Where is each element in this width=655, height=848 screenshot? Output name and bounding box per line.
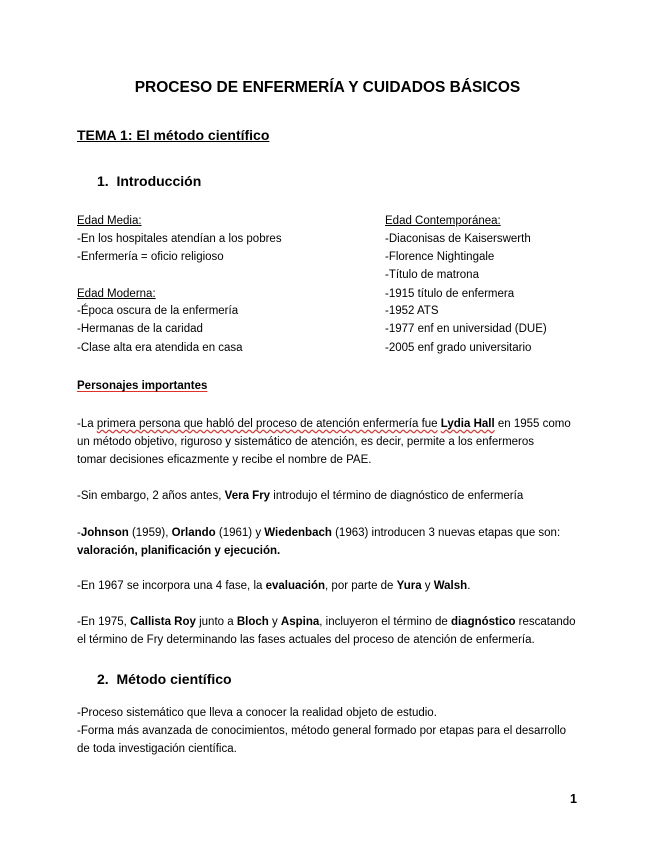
text-run: -Sin embargo, 2 años antes, — [77, 490, 225, 502]
text-line: -Proceso sistemático que lleva a conocer la realidad objeto de estudio. — [77, 707, 437, 719]
text-run: Johnson — [80, 527, 129, 539]
edad-contemporanea-item: -1915 título de enfermera — [385, 288, 515, 300]
section-2-number: 2. — [97, 671, 109, 687]
text-line: valoración, planificación y ejecución. — [77, 545, 281, 557]
paragraph-1967 — [77, 577, 587, 595]
text-line: un método objetivo, riguroso y sistemático de atención, es decir, permite a los enfermeros — [77, 436, 535, 448]
section-1-label: Introducción — [116, 173, 202, 189]
section-1-heading — [97, 173, 201, 189]
text-run: Callista Roy — [130, 616, 196, 628]
section-2-body — [77, 704, 587, 758]
edad-contemporanea-item: -1977 enf en universidad (DUE) — [385, 323, 547, 335]
edad-contemporanea-item: -Florence Nightingale — [385, 251, 495, 263]
text-run: junto a — [195, 616, 237, 628]
text-run: . — [467, 580, 471, 592]
edad-contemporanea-item: -2005 enf grado universitario — [385, 342, 532, 354]
edad-media-item: -En los hospitales atendían a los pobres — [77, 233, 282, 245]
edad-contemporanea-item: -Diaconisas de Kaiserswerth — [385, 233, 531, 245]
text-run: -En 1975, — [77, 616, 131, 628]
paragraph-johnson-orlando — [77, 524, 587, 560]
edad-contemporanea-item: -Título de matrona — [385, 269, 479, 281]
section-2-label: Método científico — [116, 671, 232, 687]
edad-moderna-item: -Época oscura de la enfermería — [77, 305, 239, 317]
paragraph-vera-fry — [77, 487, 587, 505]
edad-media-heading: Edad Media: — [77, 215, 142, 227]
text-run: Yura — [396, 580, 422, 592]
text-run: Wiedenbach — [264, 527, 332, 539]
text-run: en 1955 como — [494, 418, 571, 430]
text-run: (1959), — [128, 527, 172, 539]
edad-moderna-heading: Edad Moderna: — [77, 288, 156, 300]
text-run: - — [77, 527, 81, 539]
text-run: Lydia Hall — [440, 418, 495, 430]
text-run: diagnóstico — [450, 616, 516, 628]
edad-moderna-item: -Hermanas de la caridad — [77, 323, 203, 335]
tema-heading: TEMA 1: El método científico — [77, 127, 270, 143]
text-line: de toda investigación científica. — [77, 743, 237, 755]
page-number: 1 — [570, 792, 577, 806]
text-run: Walsh — [433, 580, 468, 592]
text-run: Aspina — [280, 616, 320, 628]
text-run: y — [421, 580, 434, 592]
text-run: y — [268, 616, 281, 628]
text-run: (1963) introducen 3 nuevas etapas que son: — [331, 527, 561, 539]
text-line: el término de Fry determinando las fases actuales del proceso de atención de enfermería. — [77, 634, 535, 646]
text-run: -En 1967 se incorpora una 4 fase, la — [77, 580, 266, 592]
section-1-number: 1. — [97, 173, 109, 189]
section-2-heading — [97, 671, 232, 687]
text-line: tomar decisiones eficazmente y recibe el nombre de PAE. — [77, 454, 372, 466]
text-run: introdujo el término de diagnóstico de enfermería — [270, 490, 524, 502]
text-run: Bloch — [236, 616, 269, 628]
text-run: , por parte de — [325, 580, 397, 592]
text-run: , incluyeron el término de — [319, 616, 451, 628]
edad-moderna-item: -Clase alta era atendida en casa — [77, 342, 243, 354]
personajes-heading: Personajes importantes — [77, 380, 208, 392]
paragraph-lydia-hall — [77, 415, 587, 469]
edad-media-item: -Enfermería = oficio religioso — [77, 251, 224, 263]
text-run: rescatando — [515, 616, 576, 628]
edad-contemporanea-item: -1952 ATS — [385, 305, 439, 317]
text-run: -La — [77, 418, 97, 430]
edad-contemporanea-heading: Edad Contemporánea: — [385, 215, 501, 227]
text-run: Vera Fry — [224, 490, 271, 502]
text-run: primera persona que habló del proceso de atención enfermería fue — [96, 418, 438, 430]
document-title: PROCESO DE ENFERMERÍA Y CUIDADOS BÁSICOS — [134, 79, 521, 96]
paragraph-1975 — [77, 613, 587, 649]
text-run: Orlando — [171, 527, 216, 539]
text-line: -Forma más avanzada de conocimientos, método general formado por etapas para el desarrollo — [77, 725, 567, 737]
text-run: evaluación — [265, 580, 326, 592]
text-run: (1961) y — [215, 527, 265, 539]
